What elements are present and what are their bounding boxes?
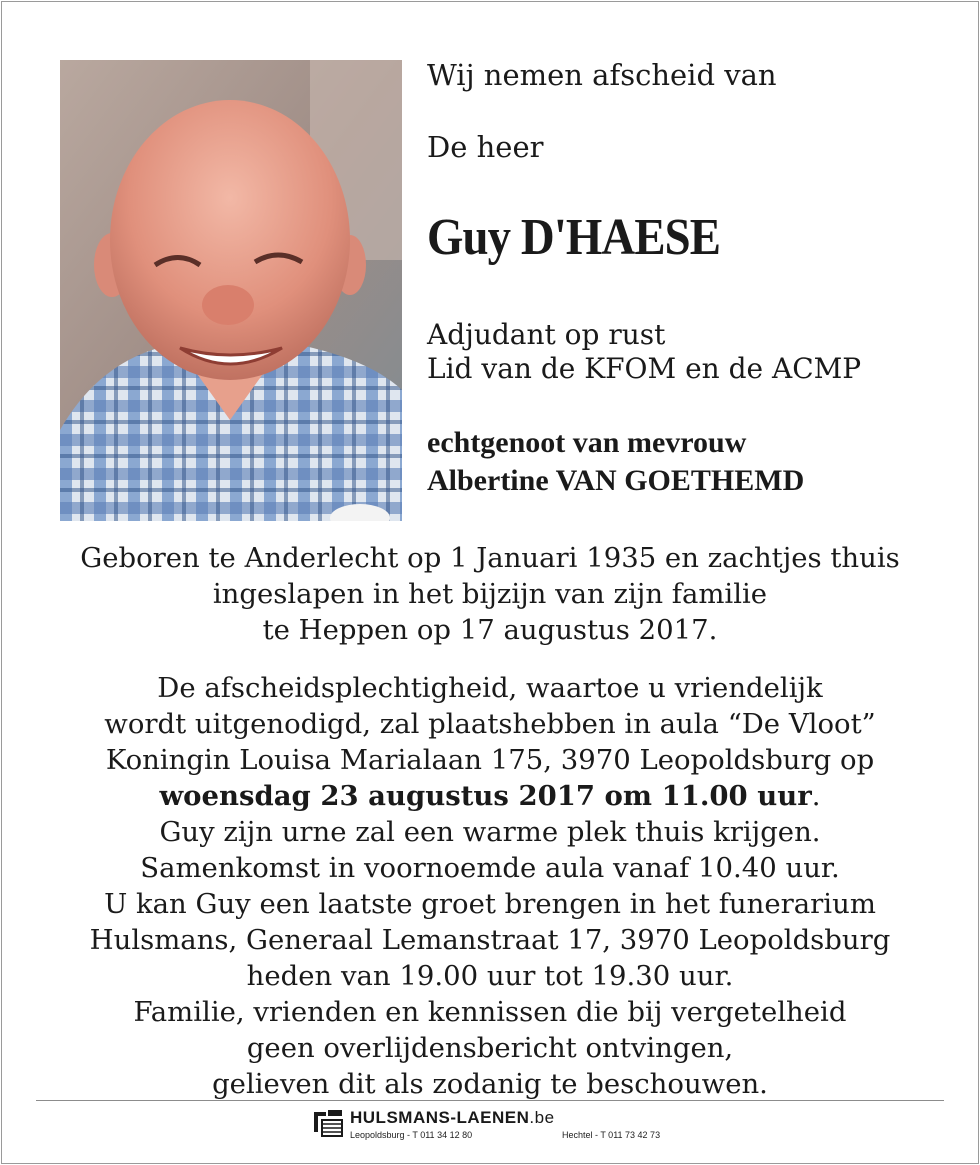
spouse-line: echtgenoot van mevrouw bbox=[427, 426, 747, 459]
text-line: wordt uitgenodigd, zal plaatshebben in aula “De Vloot” bbox=[104, 708, 876, 740]
text-line: ingeslapen in het bijzijn van zijn familie bbox=[212, 578, 768, 610]
membership-line: Lid van de KFOM en de ACMP bbox=[427, 352, 862, 385]
honorific: De heer bbox=[427, 130, 544, 164]
text-line: Samenkomst in voornoemde aula vanaf 10.40 uur. bbox=[140, 852, 840, 884]
text-line: Familie, vrienden en kennissen die bij vergetelheid bbox=[133, 996, 847, 1028]
brand-text: HULSMANS-LAENEN bbox=[350, 1108, 530, 1127]
date-suffix: . bbox=[811, 780, 821, 812]
portrait-photo bbox=[60, 60, 402, 521]
brand-name bbox=[350, 1108, 555, 1128]
funeral-home-footer bbox=[312, 1106, 692, 1146]
funeral-home-logo-icon bbox=[312, 1108, 344, 1143]
text-line: De afscheidsplechtigheid, waartoe u vriendelijk bbox=[157, 672, 823, 704]
location-leopoldsburg: Leopoldsburg - T 011 34 12 80 bbox=[350, 1130, 473, 1140]
location-hechtel: Hechtel - T 011 73 42 73 bbox=[562, 1130, 661, 1140]
deceased-name: Guy D'HAESE bbox=[427, 209, 721, 266]
text-line: Guy zijn urne zal een warme plek thuis krijgen. bbox=[159, 816, 821, 848]
text-line: heden van 19.00 uur tot 19.30 uur. bbox=[246, 960, 734, 992]
text-line: Geboren te Anderlecht op 1 Januari 1935 en zachtjes thuis bbox=[80, 542, 900, 574]
spouse-name: Albertine VAN GOETHEMD bbox=[427, 464, 805, 497]
ceremony-paragraph bbox=[20, 670, 960, 1102]
text-line: te Heppen op 17 augustus 2017. bbox=[262, 614, 718, 646]
brand-tld: .be bbox=[529, 1108, 555, 1127]
spouse-info bbox=[427, 424, 804, 500]
text-line: U kan Guy een laatste groet brengen in het funerarium bbox=[104, 888, 876, 920]
ceremony-date-line bbox=[20, 778, 960, 814]
ceremony-date: woensdag 23 augustus 2017 om 11.00 uur bbox=[159, 780, 812, 812]
rank-line: Adjudant op rust bbox=[427, 318, 666, 351]
text-line: Koningin Louisa Marialaan 175, 3970 Leopoldsburg op bbox=[105, 744, 875, 776]
text-line: Hulsmans, Generaal Lemanstraat 17, 3970 Leopoldsburg bbox=[89, 924, 891, 956]
rank-info bbox=[427, 318, 861, 386]
footer-divider bbox=[36, 1100, 944, 1101]
intro-text: Wij nemen afscheid van bbox=[427, 58, 777, 92]
text-line: gelieven dit als zodanig te beschouwen. bbox=[212, 1068, 768, 1100]
text-line: geen overlijdensbericht ontvingen, bbox=[246, 1032, 734, 1064]
birth-death-paragraph bbox=[20, 540, 960, 648]
